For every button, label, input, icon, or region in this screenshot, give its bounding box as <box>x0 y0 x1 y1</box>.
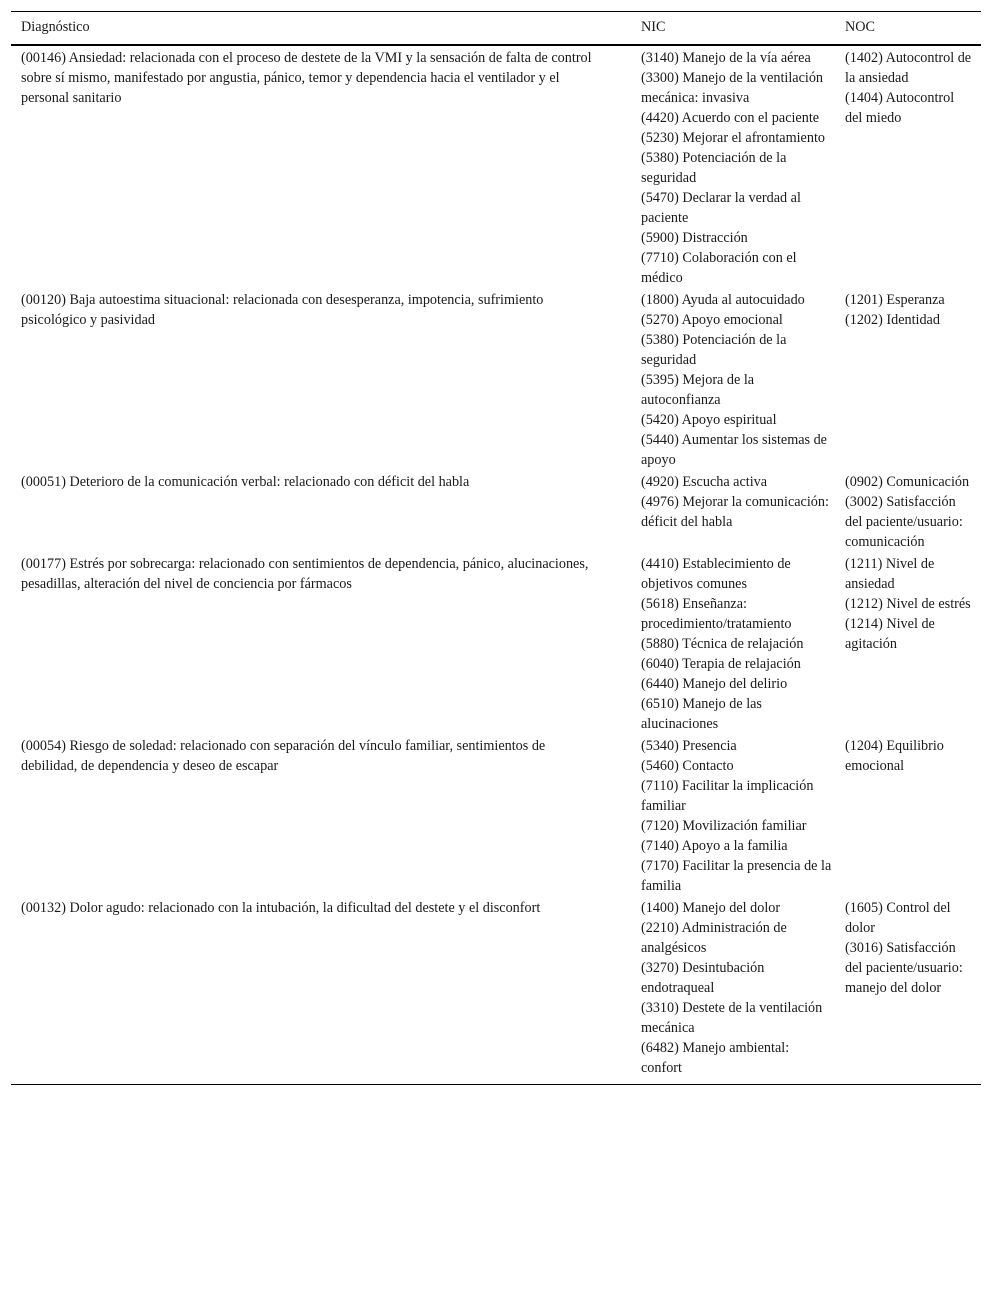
care-plan-table <box>11 11 981 1085</box>
table-row <box>11 471 981 553</box>
nic-intervention: (6440) Manejo del delirio <box>641 676 788 692</box>
nic-intervention: (7140) Apoyo a la familia <box>641 838 788 854</box>
noc-cell <box>835 289 981 471</box>
noc-outcome: (1201) Esperanza <box>845 292 945 308</box>
nic-intervention: (3140) Manejo de la vía aérea <box>641 50 811 66</box>
noc-cell <box>835 897 981 1085</box>
nic-intervention: (4976) Mejorar la comunicación: déficit del habla <box>641 494 829 530</box>
nic-intervention: (5395) Mejora de la autoconfianza <box>641 372 755 408</box>
nic-intervention: (5230) Mejorar el afrontamiento <box>641 130 825 146</box>
diagnostico-cell: (00132) Dolor agudo: relacionado con la intubación, la dificultad del destete y el disconfort <box>11 897 631 1085</box>
nic-cell <box>631 289 835 471</box>
table-row <box>11 289 981 471</box>
nic-intervention: (7110) Facilitar la implicación familiar <box>641 778 814 814</box>
nic-intervention: (5460) Contacto <box>641 758 734 774</box>
header-row <box>11 12 981 46</box>
nic-intervention: (6510) Manejo de las alucinaciones <box>641 696 762 732</box>
nic-intervention: (1800) Ayuda al autocuidado <box>641 292 805 308</box>
noc-outcome: (1202) Identidad <box>845 312 940 328</box>
column-header-nic: NIC <box>631 12 835 46</box>
nic-intervention: (5380) Potenciación de la seguridad <box>641 150 787 186</box>
nic-intervention: (7170) Facilitar la presencia de la familia <box>641 858 832 894</box>
noc-outcome: (1211) Nivel de ansiedad <box>845 556 935 592</box>
nic-cell <box>631 553 835 735</box>
nic-intervention: (5880) Técnica de relajación <box>641 636 804 652</box>
noc-outcome: (1214) Nivel de agitación <box>845 616 935 652</box>
noc-cell <box>835 553 981 735</box>
diagnostico-cell: (00177) Estrés por sobrecarga: relacionado con sentimientos de dependencia, pánico, alucinaciones, pesadillas, alteración del nivel de conciencia por fármacos <box>21 556 589 592</box>
diagnostico-cell: (00146) Ansiedad: relacionada con el proceso de destete de la VMI y la sensación de falta de control sobre sí mismo, manifestado por angustia, pánico, temor y dependencia hacia el ventilador y el personal sanitario <box>21 50 592 106</box>
noc-outcome: (1204) Equilibrio emocional <box>845 738 944 774</box>
noc-outcome: (1212) Nivel de estrés <box>845 596 971 612</box>
nic-intervention: (3270) Desintubación endotraqueal <box>641 960 765 996</box>
noc-outcome: (1605) Control del dolor <box>845 900 951 936</box>
table-header <box>11 12 981 46</box>
nic-intervention: (4920) Escucha activa <box>641 474 768 490</box>
noc-cell <box>835 735 981 897</box>
noc-outcome: (1402) Autocontrol de la ansiedad <box>845 50 972 86</box>
nic-intervention: (6040) Terapia de relajación <box>641 656 801 672</box>
column-header-diagnostico: Diagnóstico <box>11 12 631 46</box>
nic-intervention: (5340) Presencia <box>641 738 737 754</box>
nic-intervention: (5380) Potenciación de la seguridad <box>641 332 787 368</box>
table-body <box>11 45 981 1085</box>
diagnostico-cell: (00051) Deterioro de la comunicación verbal: relacionado con déficit del habla <box>21 474 470 490</box>
nic-intervention: (2210) Administración de analgésicos <box>641 920 787 956</box>
noc-outcome: (3002) Satisfacción del paciente/usuario: comunicación <box>845 494 963 550</box>
nic-cell <box>631 897 835 1085</box>
nic-intervention: (5900) Distracción <box>641 230 748 246</box>
noc-cell <box>835 45 981 289</box>
table-row <box>11 553 981 735</box>
table-row <box>11 735 981 897</box>
nic-intervention: (5420) Apoyo espiritual <box>641 412 777 428</box>
nic-cell <box>631 45 835 289</box>
noc-outcome: (3016) Satisfacción del paciente/usuario: manejo del dolor <box>845 940 963 996</box>
nic-intervention: (7120) Movilización familiar <box>641 818 807 834</box>
nic-intervention: (5470) Declarar la verdad al paciente <box>641 190 801 226</box>
nic-intervention: (6482) Manejo ambiental: confort <box>641 1040 790 1076</box>
nic-intervention: (7710) Colaboración con el médico <box>641 250 797 286</box>
nic-intervention: (4410) Establecimiento de objetivos comunes <box>641 556 791 592</box>
nic-cell <box>631 735 835 897</box>
noc-cell <box>835 471 981 553</box>
noc-outcome: (0902) Comunicación <box>845 474 970 490</box>
nic-intervention: (1400) Manejo del dolor <box>641 900 781 916</box>
nic-intervention: (5618) Enseñanza: procedimiento/tratamiento <box>641 596 792 632</box>
nic-intervention: (3300) Manejo de la ventilación mecánica: invasiva <box>641 70 824 106</box>
table-row <box>11 897 981 1085</box>
nic-cell <box>631 471 835 553</box>
column-header-noc: NOC <box>835 12 981 46</box>
nic-intervention: (5270) Apoyo emocional <box>641 312 783 328</box>
nic-intervention: (3310) Destete de la ventilación mecánica <box>641 1000 823 1036</box>
care-plan-table-container <box>11 11 981 1085</box>
diagnostico-cell: (00054) Riesgo de soledad: relacionado con separación del vínculo familiar, sentimientos de debilidad, de dependencia y deseo de escapar <box>21 738 546 774</box>
nic-intervention: (5440) Aumentar los sistemas de apoyo <box>641 432 827 468</box>
noc-outcome: (1404) Autocontrol del miedo <box>845 90 955 126</box>
table-row <box>11 45 981 289</box>
nic-intervention: (4420) Acuerdo con el paciente <box>641 110 820 126</box>
diagnostico-cell: (00120) Baja autoestima situacional: relacionada con desesperanza, impotencia, sufrimiento psicológico y pasividad <box>21 292 544 328</box>
